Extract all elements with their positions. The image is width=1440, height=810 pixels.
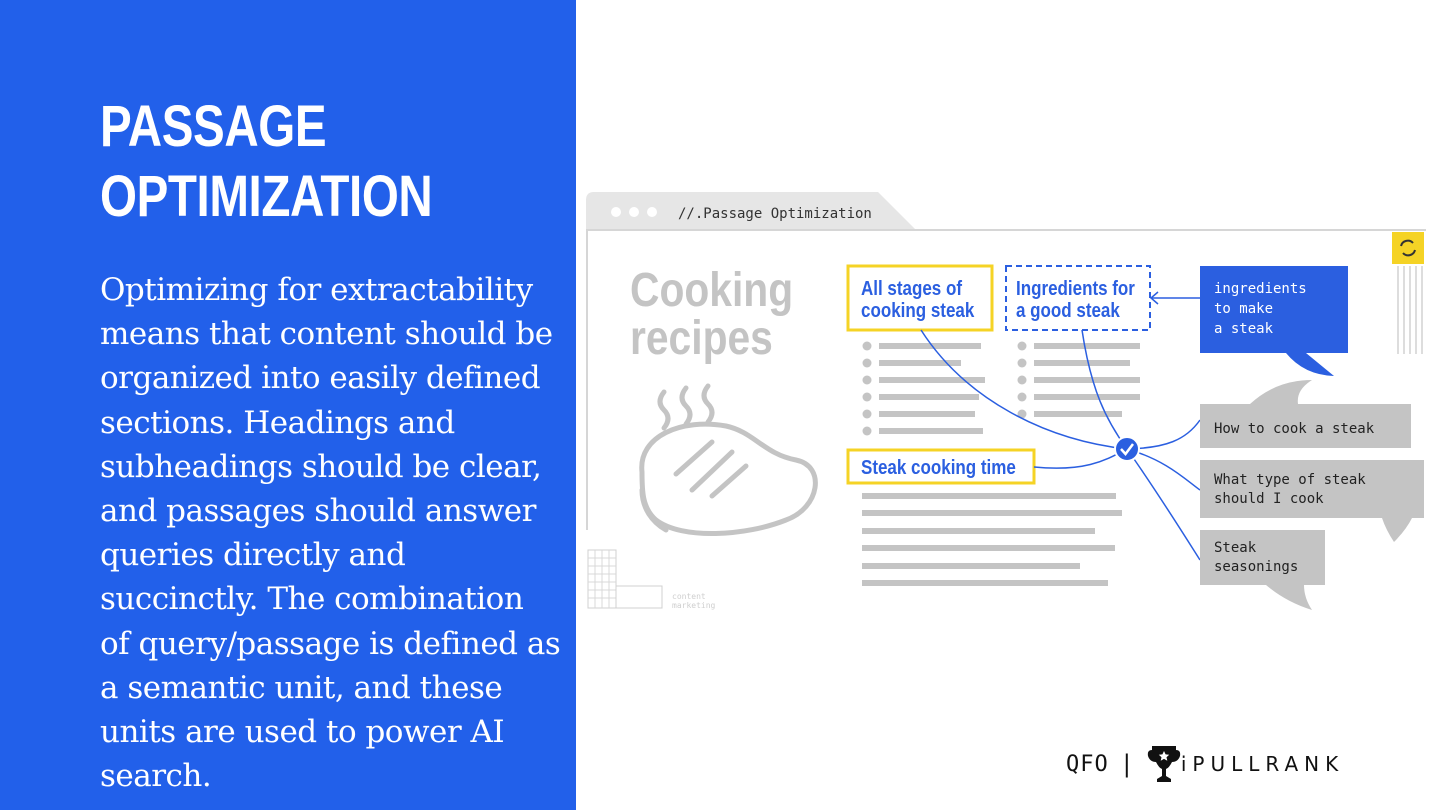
corner-decoration xyxy=(1392,232,1424,354)
svg-text:seasonings: seasonings xyxy=(1214,559,1299,575)
trophy-icon xyxy=(1147,744,1181,784)
body-line: a semantic unit, and these xyxy=(100,669,503,706)
body-line: sections. Headings and xyxy=(100,404,455,441)
title-line: OPTIMIZATION xyxy=(100,164,433,229)
svg-text:Ingredients for: Ingredients for xyxy=(1016,276,1135,300)
window-dot-icon xyxy=(629,207,639,217)
query-bubble-how-to-cook xyxy=(1200,380,1411,448)
svg-text:How to cook a steak: How to cook a steak xyxy=(1214,421,1375,437)
slide-title xyxy=(100,92,477,232)
body-line: and passages should answer xyxy=(100,493,536,530)
body-line: search. xyxy=(100,758,212,795)
window-dot-icon xyxy=(611,207,621,217)
svg-text:Steak: Steak xyxy=(1214,540,1257,556)
tab-title: //.Passage Optimization xyxy=(678,206,872,222)
body-line: subheadings should be clear, xyxy=(100,448,542,485)
bullet-list-1 xyxy=(863,342,986,436)
svg-text:a good steak: a good steak xyxy=(1016,298,1120,322)
svg-text:ingredients: ingredients xyxy=(1214,281,1307,297)
steak-icon xyxy=(642,386,816,534)
svg-text:marketing: marketing xyxy=(672,601,716,610)
connector-lines xyxy=(921,292,1200,560)
passage-optimization-illustration xyxy=(586,190,1426,620)
svg-text:to make: to make xyxy=(1214,301,1274,317)
body-line: succinctly. The combination xyxy=(100,581,524,618)
window-dot-icon xyxy=(647,207,657,217)
check-icon xyxy=(1115,437,1139,461)
svg-text:content: content xyxy=(672,592,706,601)
ipullrank-logo xyxy=(1147,744,1344,784)
left-panel xyxy=(0,0,576,810)
svg-text:cooking steak: cooking steak xyxy=(861,298,975,322)
svg-text:Steak cooking time: Steak cooking time xyxy=(861,455,1016,479)
svg-text:recipes: recipes xyxy=(630,311,773,365)
refresh-icon xyxy=(1392,232,1424,264)
query-bubble-ingredients xyxy=(1200,266,1348,376)
paragraph-lines xyxy=(862,493,1122,586)
svg-text:What type of steak: What type of steak xyxy=(1214,472,1366,488)
body-line: organized into easily defined xyxy=(100,360,541,397)
ipullrank-text: iPULLRANK xyxy=(1180,752,1345,776)
section-all-stages xyxy=(848,266,992,330)
query-bubble-seasonings xyxy=(1200,530,1325,610)
svg-text:All stages of: All stages of xyxy=(861,276,963,300)
section-ingredients xyxy=(1006,266,1150,330)
slide-body-text xyxy=(100,268,570,798)
svg-text:a steak: a steak xyxy=(1214,321,1274,337)
svg-text:should I cook: should I cook xyxy=(1214,491,1324,507)
content-marketing-watermark xyxy=(588,550,716,610)
body-line: of query/passage is defined as xyxy=(100,625,561,662)
bullet-list-2 xyxy=(1018,342,1141,419)
query-bubble-type-of-steak xyxy=(1200,460,1424,542)
body-line: Optimizing for extractability xyxy=(100,272,533,308)
title-line: PASSAGE xyxy=(100,94,327,159)
cooking-heading xyxy=(630,264,793,365)
qfo-logo-text: QFO xyxy=(1066,751,1109,777)
footer-branding xyxy=(1066,742,1344,786)
body-line: units are used to power AI xyxy=(100,714,505,751)
section-cooking-time xyxy=(848,450,1034,483)
footer-separator: | xyxy=(1122,750,1131,778)
body-line: means that content should be xyxy=(100,316,553,353)
body-line: queries directly and xyxy=(100,537,406,574)
svg-text:Cooking: Cooking xyxy=(630,263,794,317)
